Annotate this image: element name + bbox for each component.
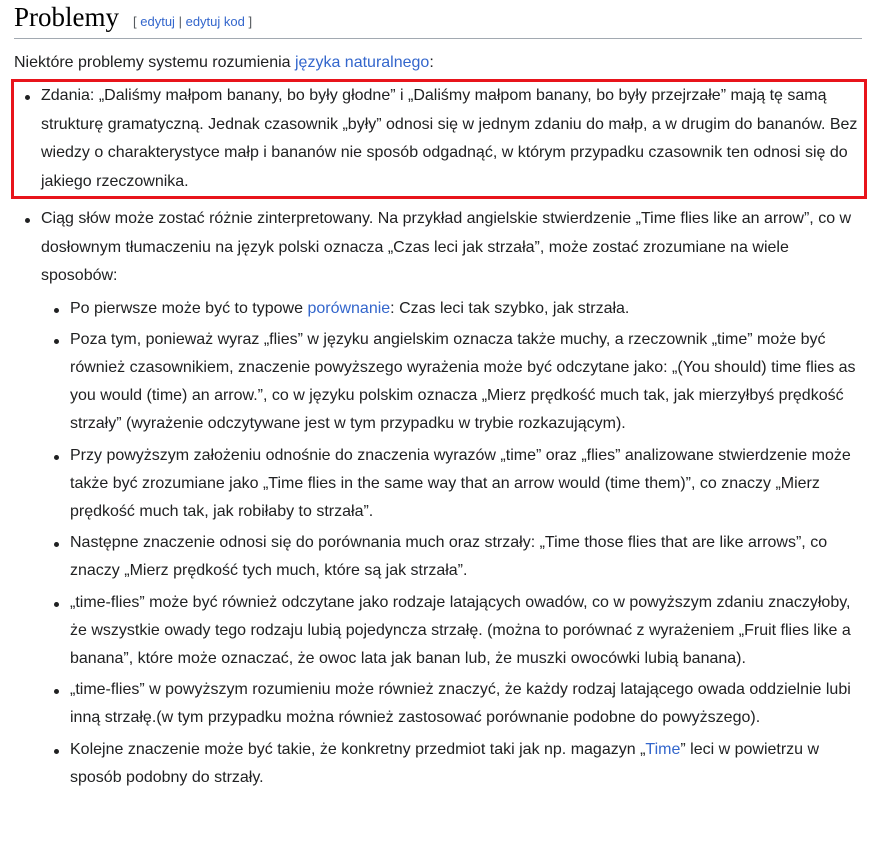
- sub-list-item: [41, 442, 864, 526]
- sub-item-text: „time-flies” w powyższym rozumieniu może również znaczyć, że każdy rodzaj latającego owada oddzielnie lubi inną strzałę.(w tym przypadku można również zastosować porównanie podobne do powyższego).: [70, 681, 851, 726]
- list-item-text: Ciąg słów może zostać różnie zinterpretowany. Na przykład angielskie stwierdzenie „Time flies like an arrow”, co w dosłownym tłumaczeniu na język polski oznacza „Czas leci jak strzała”, może zostać zrozumiane na wiele sposobów:: [41, 210, 852, 284]
- sub-list-item: [41, 589, 864, 673]
- section-heading-row: [14, 0, 862, 39]
- edit-open-bracket: [: [133, 14, 137, 29]
- sub-item-text: Poza tym, ponieważ wyraz „flies” w języku angielskim oznacza także muchy, a rzeczownik „time” może być również czasownikiem, znaczenie powyższego wyrażenia może być odczytane jako: „(You should) time flies as you would (time) an arrow.”, co w języku polskim oznacza „Mierz prędkość much tak, jak mierzyłbyś prędkość strzały” (wyrażenie odczytywane jest w tym przypadku w trybie rozkazującym).: [70, 331, 856, 432]
- edit-link[interactable]: edytuj: [140, 14, 175, 29]
- problems-list: [14, 82, 864, 799]
- sub-item-text: Następne znaczenie odnosi się do porównania much oraz strzały: „Time those flies that are like arrows”, co znaczy „Mierz prędkość tych much, które są jak strzała”.: [70, 534, 828, 579]
- sub-list-item: [41, 736, 864, 792]
- sub-list-item: [41, 529, 864, 585]
- sub-item-text: „time-flies” może być również odczytane jako rodzaje latających owadów, co w powyższym zdaniu znaczyłoby, że wszystkie owady tego rodzaju lubią pojedyncza strzałę. (można to porównać z wyrażeniem „Fruit flies like a banana”, które może oznaczać, że owoc lata jak banan lub, że muszki owocówki lubią banana).: [70, 593, 851, 667]
- edit-section-links: [133, 14, 252, 29]
- intro-colon: :: [429, 54, 434, 71]
- sub-item-text: Przy powyższym założeniu odnośnie do znaczenia wyrazów „time” oraz „flies” analizowane stwierdzenie może także być zrozumiane jako „Time flies in the same way that an arrow would (time them)”, co znaczy „Mierz prędkość much tak, jak robiłaby to strzała”.: [70, 446, 851, 520]
- edit-close-bracket: ]: [248, 14, 253, 29]
- sub-item-text: : Czas leci tak szybko, jak strzała.: [390, 299, 630, 317]
- edit-code-link[interactable]: edytuj kod: [185, 14, 245, 29]
- natural-language-link[interactable]: języka naturalnego: [295, 54, 430, 71]
- sub-list-item: [41, 295, 864, 323]
- comparison-link[interactable]: porównanie: [307, 299, 391, 317]
- list-item-text: Zdania: „Daliśmy małpom banany, bo były głodne” i „Daliśmy małpom banany, bo były przejrzałe” mają tę samą strukturę gramatyczną. Jednak czasownik „były” odnosi się w jednym zdaniu do małp, a w drugim do bananów. Bez wiedzy o charakterystyce małp i bananów nie sposób odgadnąć, w którym przypadku czasownik ten odnosi się do jakiego rzeczownika.: [41, 87, 858, 190]
- section-title: Problemy: [14, 2, 119, 32]
- interpretations-list: [41, 295, 864, 792]
- intro-paragraph: [14, 52, 874, 74]
- sub-item-text: Kolejne znaczenie może być takie, że konkretny przedmiot taki jak np. magazyn „: [70, 740, 646, 758]
- sub-list-item: [41, 326, 864, 438]
- sub-item-text: ” leci w powietrzu w sposób podobny do strzały.: [70, 740, 820, 786]
- sub-list-item: [41, 676, 864, 732]
- list-item: [14, 205, 864, 792]
- time-magazine-link[interactable]: Time: [645, 740, 681, 758]
- edit-separator: |: [178, 14, 182, 29]
- list-item-highlighted: [14, 82, 864, 196]
- sub-item-text: Po pierwsze może być to typowe: [70, 299, 308, 317]
- intro-text: Niektóre problemy systemu rozumienia: [14, 54, 295, 71]
